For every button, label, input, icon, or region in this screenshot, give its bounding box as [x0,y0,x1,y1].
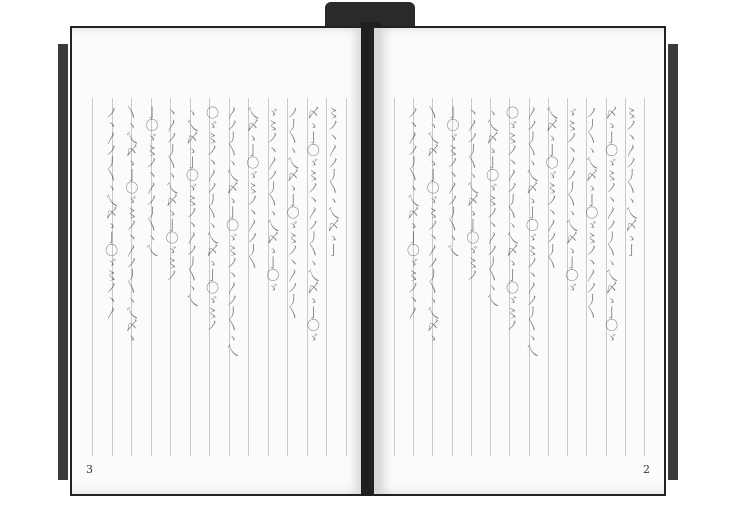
handwritten-column: 〇ゞ〻ノ丶〳ノ丿〵ヽ乀〆ゝ亅〇ゞ〻ノ [203,106,218,331]
handwritten-column: 丶〳ノ丿〵ヽ乀〆ゝ亅〇ゞ〻ノ [463,106,479,281]
handwritten-column: 〵ヽ乀〆ゝ亅〇ゞ〻ノ丶〳ノ丿〵ヽ乀〆ゝ [122,106,138,344]
handwritten-column: 乀〆ゝ亅〇ゞ〻ノ丶〳ノ丿〵 [243,106,259,269]
handwritten-column: 〳ノ丿〵ヽ乀〆ゝ亅〇ゞ〻ノ丶〳ノ丿〵ヽ乀 [223,106,239,356]
handwritten-column: 〳ノ丿〵ヽ乀〆ゝ亅〇ゞ〻ノ丶〳ノ丿〵ヽ乀 [522,106,538,356]
left-edge-shadow [58,44,68,480]
left-page-number: 3 [86,463,93,476]
right-page [370,26,666,496]
left-handwriting [98,106,340,450]
handwritten-column: 〵ヽ乀〆ゝ亅〇ゞ〻ノ丶〳ノ丿〵ヽ乀〆ゝ [423,106,439,344]
handwritten-column: ノ丿〵ヽ乀〆ゝ亅〇ゞ〻ノ丶〳ノ丿〵 [283,106,299,319]
right-edge-shadow [668,44,678,480]
handwritten-column: 〻ノ丶〳ノ丿〵ヽ乀〆ゝ亅 [324,106,339,256]
handwritten-column: 〻ノ丶〳ノ丿〵ヽ乀〆ゝ亅 [622,106,637,256]
ruled-line [394,98,395,456]
ruled-line [92,98,93,456]
ruled-line [644,98,645,456]
ruled-line [346,98,347,456]
handwritten-column: 〆ゝ亅〇ゞ〻ノ丶〳ノ丿〵ヽ乀〆ゝ亅〇ゞ [303,106,319,344]
right-page-number: 2 [643,463,650,476]
handwritten-column: ゞ〻ノ丶〳ノ丿〵ヽ乀〆ゝ亅〇ゞ [263,106,279,294]
handwritten-column: ノ丿〵ヽ乀〆ゝ亅〇ゞ〻ノ丶〳ノ丿〵 [582,106,598,319]
handwritten-column: ヽ乀〆ゝ亅〇ゞ〻ノ丶〳ノ丿〵ヽ乀 [182,106,198,306]
handwritten-column: 〇ゞ〻ノ丶〳ノ丿〵ヽ乀〆ゝ亅〇ゞ〻ノ [503,106,518,331]
handwritten-column: 丶〳ノ丿〵ヽ乀〆ゝ亅〇ゞ〻ノ [162,106,178,281]
right-handwriting [400,106,638,450]
handwritten-column: ゞ〻ノ丶〳ノ丿〵ヽ乀〆ゝ亅〇ゞ [562,106,578,294]
handwritten-column: ノ丶〳ノ丿〵ヽ乀〆ゝ亅〇ゞ〻ノ丶〳 [102,106,118,319]
handwritten-column: 〆ゝ亅〇ゞ〻ノ丶〳ノ丿〵ヽ乀〆ゝ亅〇ゞ [602,106,618,344]
handwritten-column: 亅〇ゞ〻ノ丶〳ノ丿〵ヽ乀 [142,106,158,256]
open-notebook [58,14,678,500]
handwritten-column: ノ丶〳ノ丿〵ヽ乀〆ゝ亅〇ゞ〻ノ丶〳 [403,106,419,319]
handwritten-column: ヽ乀〆ゝ亅〇ゞ〻ノ丶〳ノ丿〵ヽ乀 [483,106,499,306]
handwritten-column: 亅〇ゞ〻ノ丶〳ノ丿〵ヽ乀 [443,106,459,256]
left-page [70,26,370,496]
handwritten-column: 乀〆ゝ亅〇ゞ〻ノ丶〳ノ丿〵 [542,106,558,269]
